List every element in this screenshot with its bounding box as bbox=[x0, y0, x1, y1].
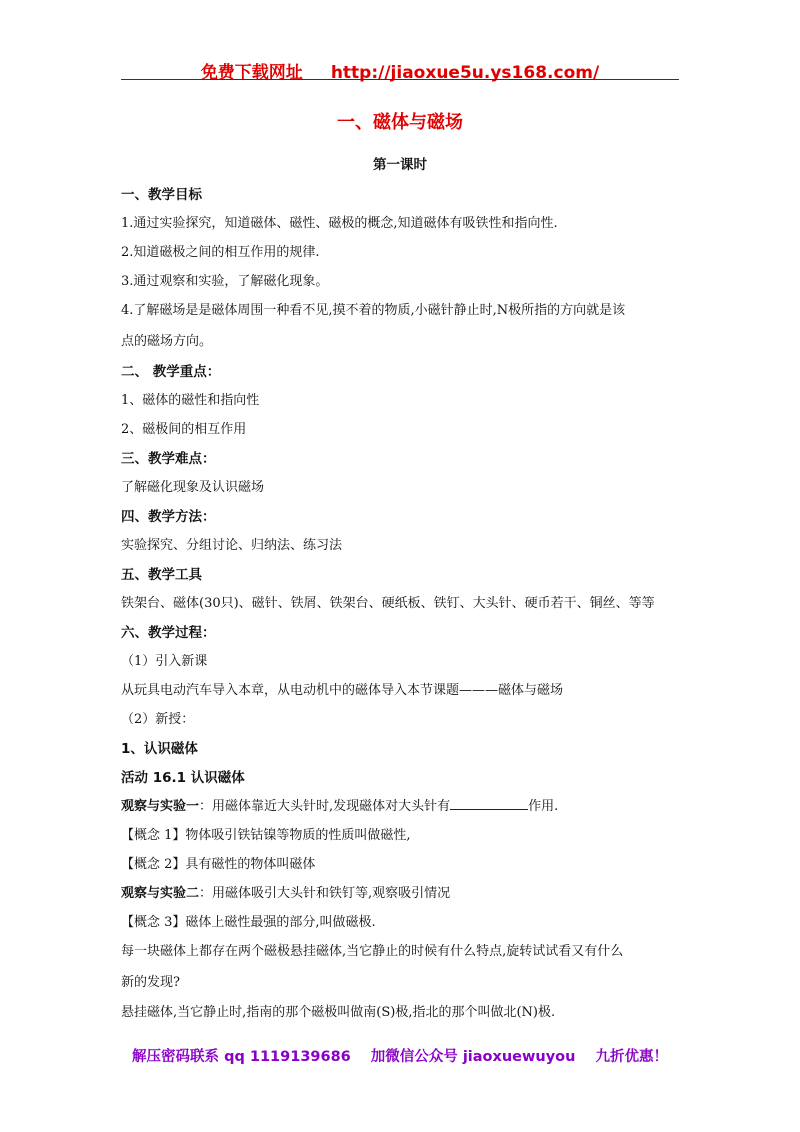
objective-item-continued: 点的磁场方向。 bbox=[121, 334, 213, 349]
fill-in-blank bbox=[450, 797, 528, 810]
lesson-subtitle: 第一课时 bbox=[373, 157, 427, 173]
subsection-magnets-heading: 1、认识磁体 bbox=[121, 741, 198, 757]
observation-two-label: 观察与实验二 bbox=[121, 886, 200, 901]
keypoint-item: 1、磁体的磁性和指向性 bbox=[121, 393, 260, 408]
objective-item: 2.知道磁极之间的相互作用的规律. bbox=[121, 245, 320, 260]
footer-wechat: 加微信公众号 jiaoxuewuyou bbox=[370, 1049, 576, 1065]
section-process-heading: 六、教学过程： bbox=[121, 625, 216, 641]
observation-one-label: 观察与实验一 bbox=[121, 799, 200, 814]
header-divider bbox=[121, 79, 679, 80]
section-tools-heading: 五、教学工具 bbox=[121, 567, 202, 583]
process-intro: （1）引入新课 bbox=[121, 654, 208, 669]
observation-one-text: ：用磁体靠近大头针时,发现磁体对大头针有 bbox=[199, 799, 451, 814]
paragraph-line: 新的发现? bbox=[121, 975, 180, 990]
section-keypoints-heading: 二、 教学重点： bbox=[121, 364, 221, 380]
tools-item: 铁架台、磁体(30只)、磁针、铁屑、铁架台、硬纸板、铁钉、大头针、硬币若干、铜丝、等等 bbox=[121, 596, 655, 611]
objective-item: 4.了解磁场是是磁体周围一种看不见,摸不着的物质,小磁针静止时,N极所指的方向就是该 bbox=[121, 303, 626, 318]
method-item: 实验探究、分组讨论、归纳法、练习法 bbox=[121, 538, 343, 553]
observation-one bbox=[121, 795, 558, 814]
concept-one: 【概念 1】物体吸引铁钴镍等物质的性质叫做磁性, bbox=[121, 828, 411, 843]
concept-three: 【概念 3】磁体上磁性最强的部分,叫做磁极. bbox=[121, 915, 376, 930]
page-footer bbox=[0, 1045, 800, 1066]
activity-heading: 活动 16.1 认识磁体 bbox=[121, 770, 245, 786]
header-url-link[interactable]: http://jiaoxue5u.ys168.com/ bbox=[330, 63, 600, 83]
footer-qq: 解压密码联系 qq 1119139686 bbox=[132, 1049, 351, 1065]
objective-item: 1.通过实验探究，知道磁体、磁性、磁极的概念,知道磁体有吸铁性和指向性. bbox=[121, 216, 558, 231]
paragraph-line: 悬挂磁体,当它静止时,指南的那个磁极叫做南(S)极,指北的那个叫做北(N)极. bbox=[121, 1005, 556, 1020]
paragraph-line: 每一块磁体上都存在两个磁极悬挂磁体,当它静止的时候有什么特点,旋转试试看又有什么 bbox=[121, 944, 624, 959]
process-new: （2）新授： bbox=[121, 712, 195, 727]
footer-discount: 九折优惠！ bbox=[595, 1049, 668, 1065]
observation-two-text: ：用磁体吸引大头针和铁钉等,观察吸引情况 bbox=[199, 886, 451, 901]
section-difficulties-heading: 三、教学难点： bbox=[121, 451, 216, 467]
document-title: 一、磁体与磁场 bbox=[337, 112, 463, 133]
observation-two bbox=[121, 882, 450, 901]
section-objectives-heading: 一、教学目标 bbox=[121, 187, 202, 203]
concept-two: 【概念 2】具有磁性的物体叫磁体 bbox=[121, 857, 316, 872]
keypoint-item: 2、磁极间的相互作用 bbox=[121, 422, 247, 437]
objective-item: 3.通过观察和实验，了解磁化现象。 bbox=[121, 274, 329, 289]
observation-one-tail: 作用. bbox=[528, 799, 559, 814]
difficulty-item: 了解磁化现象及认识磁场 bbox=[121, 480, 265, 495]
section-methods-heading: 四、教学方法： bbox=[121, 509, 216, 525]
process-intro-text: 从玩具电动汽车导入本章，从电动机中的磁体导入本节课题———磁体与磁场 bbox=[121, 683, 564, 698]
header-site-label: 免费下载网址 bbox=[200, 63, 303, 83]
